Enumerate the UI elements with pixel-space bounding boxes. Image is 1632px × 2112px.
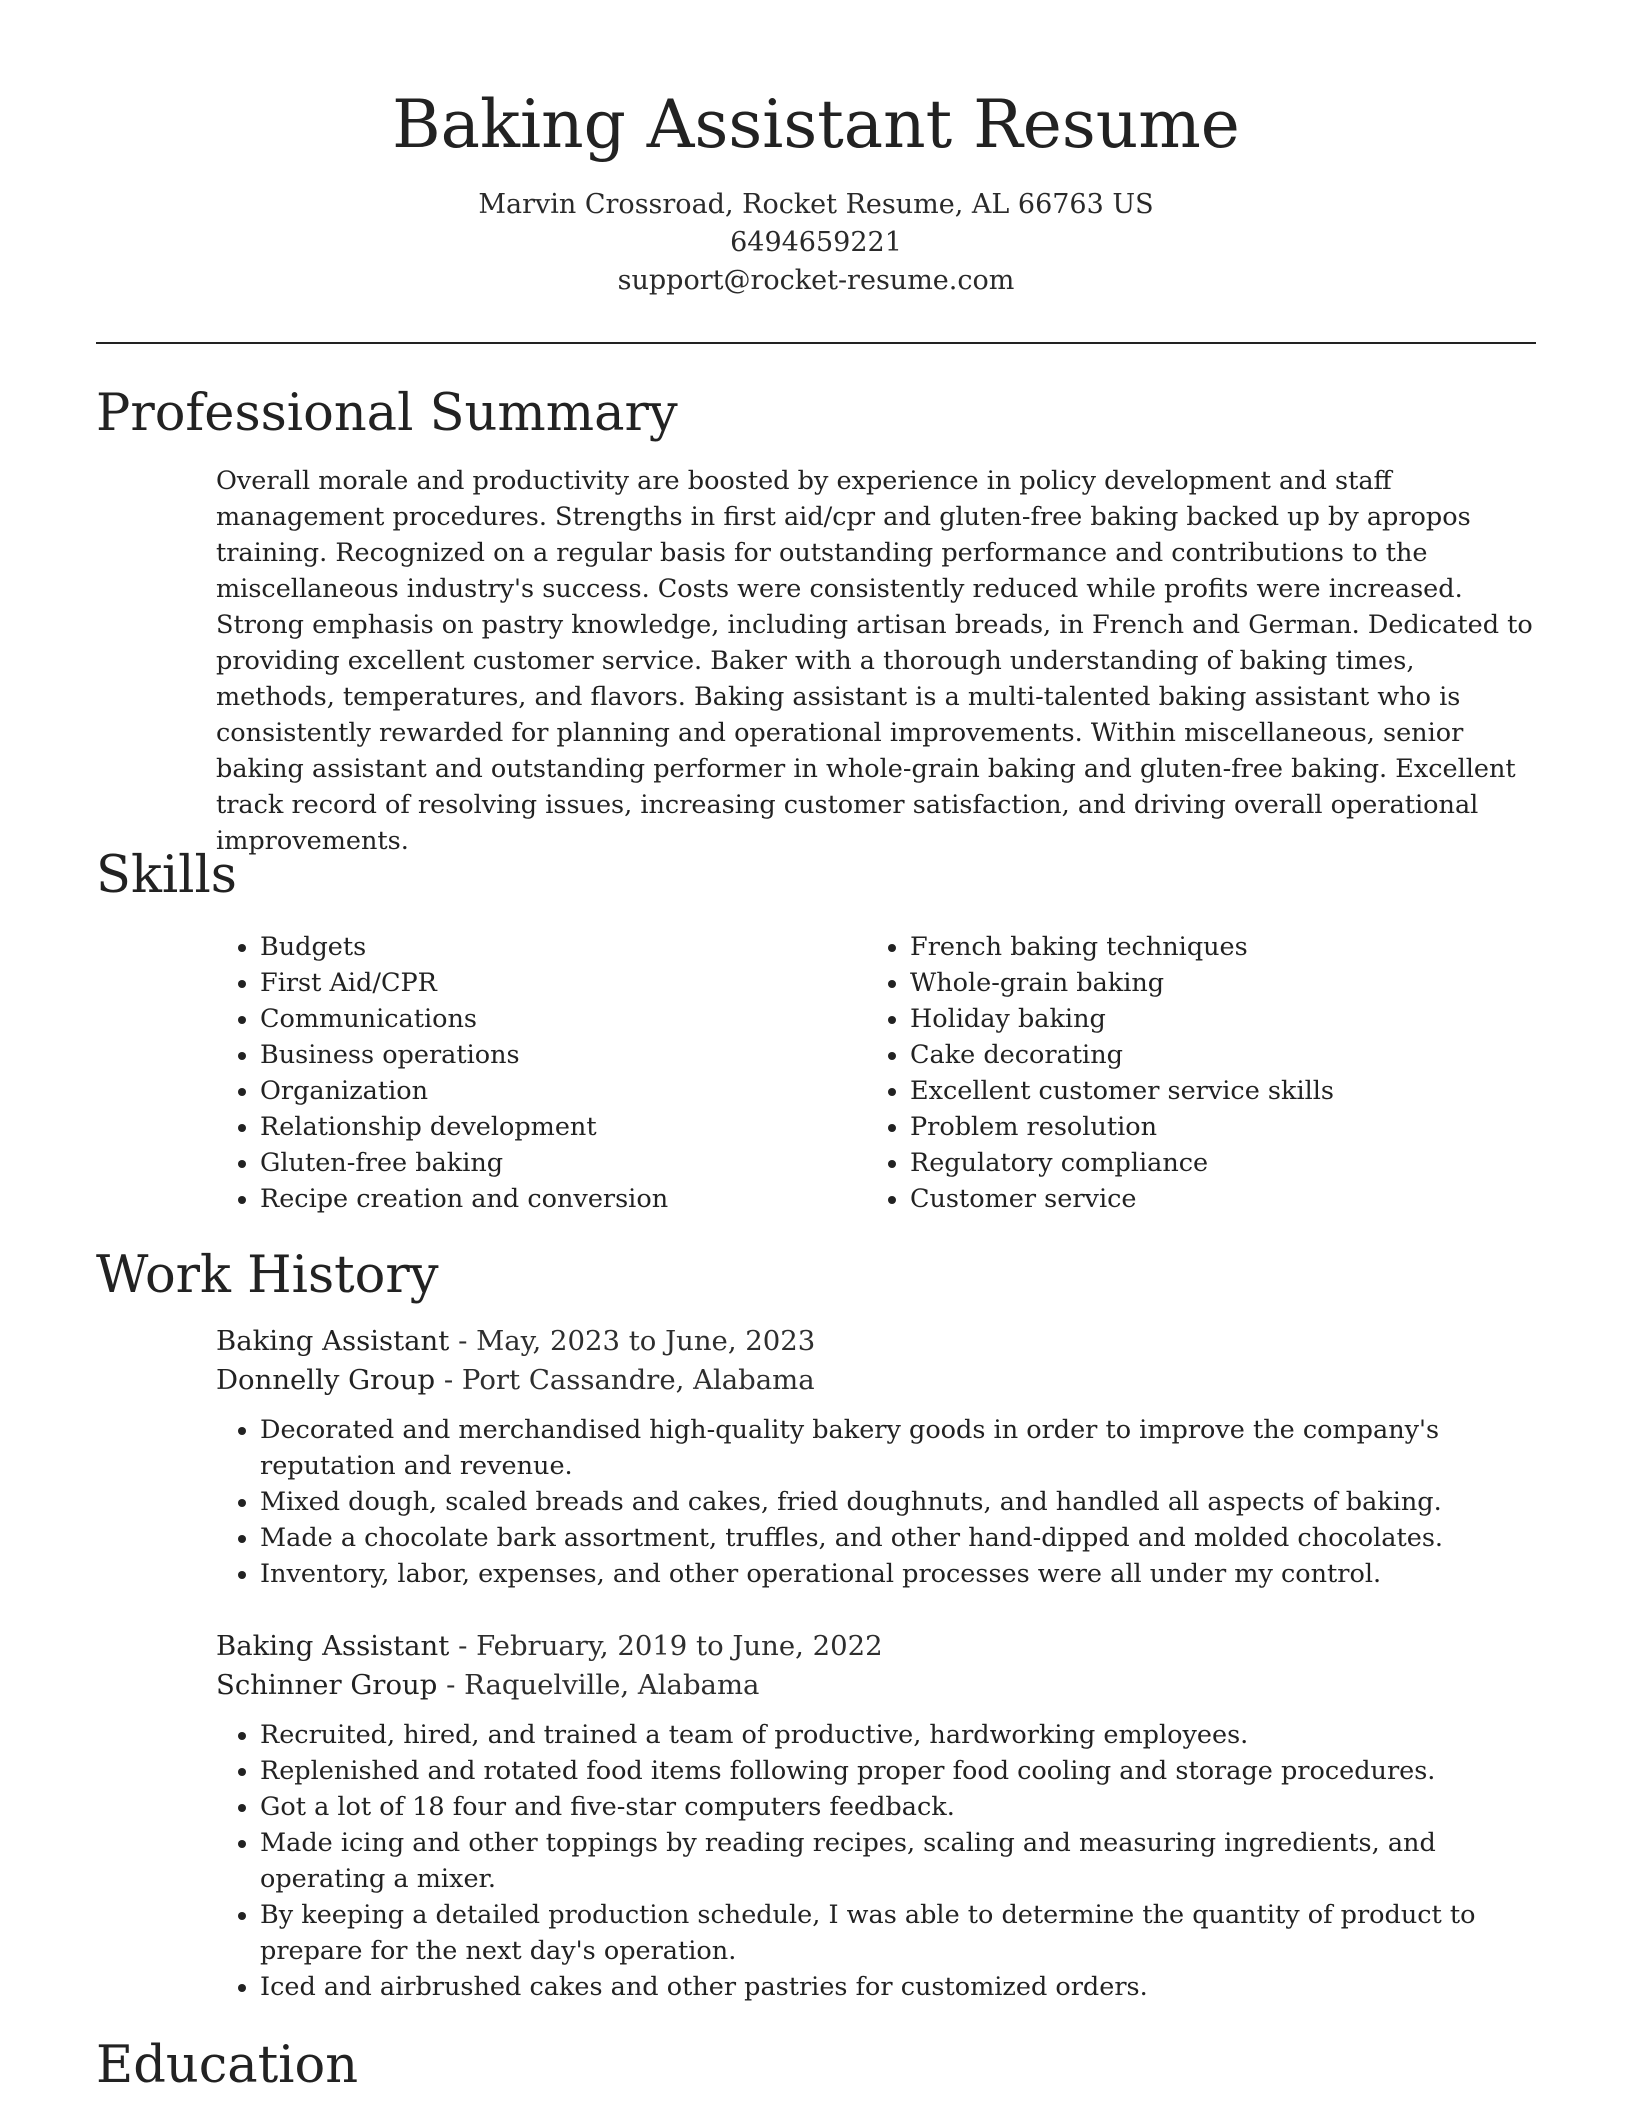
skill-item: • Gluten-free baking [260, 1145, 866, 1181]
skill-item: • Whole-grain baking [910, 965, 1516, 1001]
job-position: Baking Assistant [216, 1325, 450, 1357]
job-location: - Port Cassandre, Alabama [435, 1364, 815, 1396]
skills-column-right [866, 929, 1516, 1217]
job-company: Schinner Group [216, 1669, 438, 1701]
duty-item: • Recruited, hired, and trained a team of productive, hardworking employees. [260, 1717, 1536, 1753]
job-entry [216, 1322, 1536, 1592]
duty-item: • By keeping a detailed production schedule, I was able to determine the quantity of product to prepare for the next day's operation. [260, 1897, 1536, 1969]
contact-phone: 6494659221 [730, 227, 902, 258]
skill-item: • Holiday baking [910, 1001, 1516, 1037]
duty-item: • Iced and airbrushed cakes and other pastries for customized orders. [260, 1969, 1536, 2005]
skill-item: • Recipe creation and conversion [260, 1181, 866, 1217]
duty-item: • Got a lot of 18 four and five-star computers feedback. [260, 1789, 1536, 1825]
skill-item: • Organization [260, 1073, 866, 1109]
job-company-line [216, 1361, 1536, 1400]
duty-item: • Replenished and rotated food items following proper food cooling and storage procedures. [260, 1753, 1536, 1789]
skill-item: • Excellent customer service skills [910, 1073, 1516, 1109]
skill-item: • Cake decorating [910, 1037, 1516, 1073]
job-location: - Raquelville, Alabama [437, 1669, 760, 1701]
job-dates: - May, 2023 to June, 2023 [449, 1325, 816, 1357]
job-title-line [216, 1627, 1536, 1666]
skill-item: • Problem resolution [910, 1109, 1516, 1145]
skill-item: • Customer service [910, 1181, 1516, 1217]
skill-item: • Relationship development [260, 1109, 866, 1145]
resume-header [96, 84, 1536, 300]
duty-item: • Mixed dough, scaled breads and cakes, fried doughnuts, and handled all aspects of baking. [260, 1484, 1536, 1520]
work-history-heading: Work History [96, 1246, 439, 1305]
education-heading: Education [96, 2036, 359, 2095]
summary-heading: Professional Summary [96, 384, 678, 443]
skills-list [216, 929, 1536, 1217]
duty-item: • Made a chocolate bark assortment, truffles, and other hand-dipped and molded chocolates. [260, 1520, 1536, 1556]
contact-email: support@rocket-resume.com [617, 265, 1015, 296]
job-title-line [216, 1322, 1536, 1361]
skills-column-left [216, 929, 866, 1217]
job-company: Donnelly Group [216, 1364, 436, 1396]
job-duties [216, 1717, 1536, 2005]
duty-item: • Decorated and merchandised high-quality bakery goods in order to improve the company's reputation and revenue. [260, 1412, 1536, 1484]
skill-item: • Communications [260, 1001, 866, 1037]
contact-address: Marvin Crossroad, Rocket Resume, AL 66763 US [478, 189, 1154, 220]
job-dates: - February, 2019 to June, 2022 [449, 1630, 883, 1662]
job-entry [216, 1627, 1536, 2005]
skill-item: • Budgets [260, 929, 866, 965]
job-duties [216, 1412, 1536, 1592]
header-divider [96, 342, 1536, 344]
skill-item: • French baking techniques [910, 929, 1516, 965]
skill-item: • First Aid/CPR [260, 965, 866, 1001]
skill-item: • Regulatory compliance [910, 1145, 1516, 1181]
contact-block [96, 186, 1536, 300]
skill-item: • Business operations [260, 1037, 866, 1073]
job-position: Baking Assistant [216, 1630, 450, 1662]
resume-title: Baking Assistant Resume [392, 86, 1240, 163]
job-company-line [216, 1666, 1536, 1705]
duty-item: • Inventory, labor, expenses, and other operational processes were all under my control. [260, 1556, 1536, 1592]
summary-text: Overall morale and productivity are boosted by experience in policy development and staff management procedures. Strengths in first aid/cpr and gluten-free baking backed up by apropos training. Recognized on a regular basis for outstanding performance and contributions to the miscellaneous industry's success. Costs were consistently reduced while profits were increased. Strong emphasis on pastry knowledge, including artisan breads, in French and German. Dedicated to providing excellent customer service. Baker with a thorough understanding of baking times, methods, temperatures, and flavors. Baking assistant is a multi-talented baking assistant who is consistently rewarded for planning and operational improvements. Within miscellaneous, senior baking assistant and outstanding performer in whole-grain baking and gluten-free baking. Excellent track record of resolving issues, increasing customer satisfaction, and driving overall operational improvements. [216, 466, 1533, 856]
duty-item: • Made icing and other toppings by reading recipes, scaling and measuring ingredients, and operating a mixer. [260, 1825, 1536, 1897]
skills-heading: Skills [96, 846, 237, 905]
